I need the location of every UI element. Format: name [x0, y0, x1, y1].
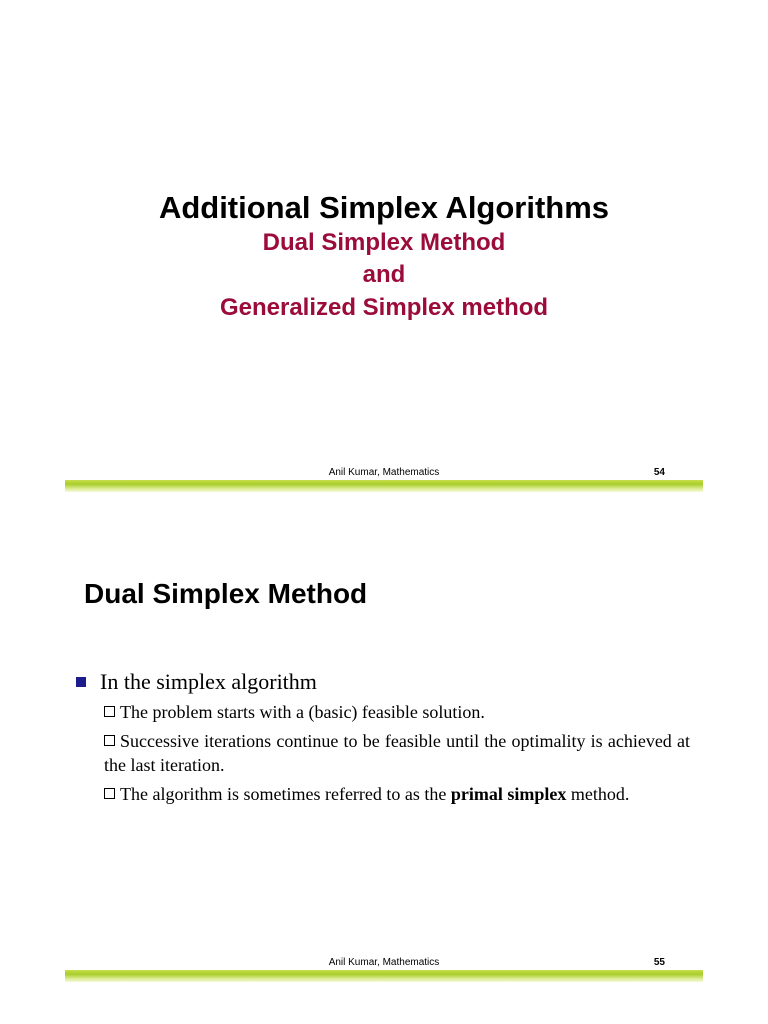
bullet-item [76, 668, 696, 696]
sub-bullet-item [104, 782, 690, 806]
slide-54 [0, 0, 768, 500]
hollow-square-bullet-icon [104, 706, 115, 717]
footer-bar [65, 970, 703, 982]
footer-author: Anil Kumar, Mathematics [328, 467, 440, 478]
page-number: 54 [653, 467, 665, 478]
sub-bullet-list [104, 700, 690, 811]
sub-bullet-text: The algorithm is sometimes referred to as the [120, 784, 451, 804]
hollow-square-bullet-icon [104, 788, 115, 799]
slide-title: Dual Simplex Method [84, 578, 368, 609]
slide-title: Additional Simplex Algorithms [158, 190, 610, 225]
slide-55 [0, 500, 768, 1024]
sub-bullet-text: The problem starts with a (basic) feasible solution. [120, 702, 485, 722]
footer-author: Anil Kumar, Mathematics [328, 957, 440, 968]
sub-bullet-item [104, 729, 690, 777]
sub-bullet-text: Successive iterations continue to be feasible until the optimality is achieved at the last iteration. [104, 731, 690, 775]
footer-bar [65, 480, 703, 492]
sub-bullet-item [104, 700, 690, 724]
subtitle-line-3: Generalized Simplex method [219, 294, 549, 321]
subtitle-line-2: and [362, 261, 406, 288]
hollow-square-bullet-icon [104, 735, 115, 746]
bullet-text: In the simplex algorithm [100, 669, 317, 694]
subtitle-line-1: Dual Simplex Method [262, 229, 506, 256]
sub-bullet-bold-term: primal simplex [450, 784, 567, 804]
square-bullet-icon [76, 677, 86, 687]
sub-bullet-text-end: method. [566, 784, 630, 804]
page-number: 55 [653, 957, 665, 968]
